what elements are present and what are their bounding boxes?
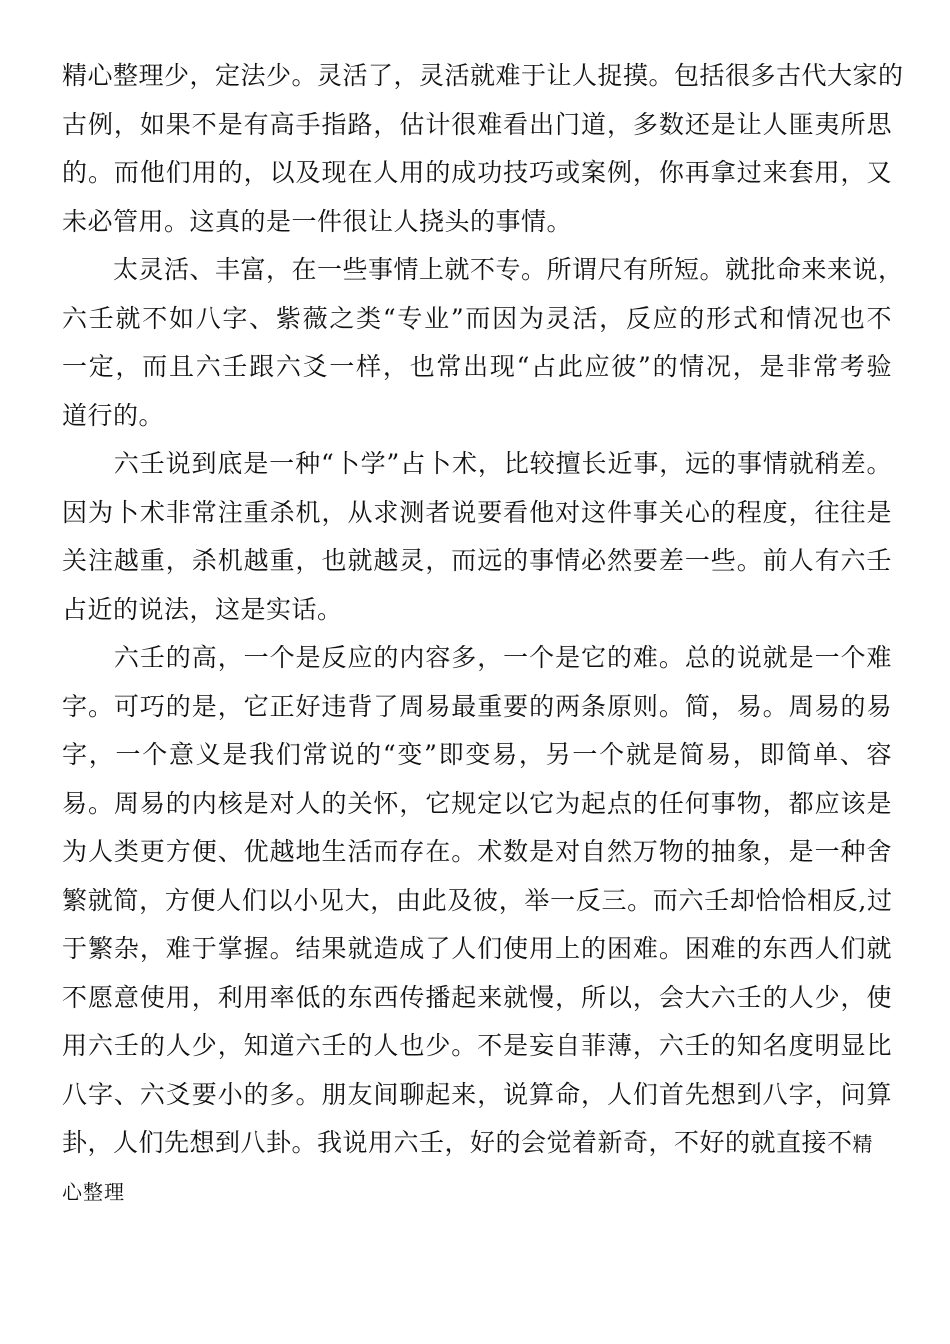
text-line: 古例，如果不是有高手指路，估计很难看出门道，多数还是让人匪夷所思	[62, 109, 892, 139]
text-line: 六壬就不如八字、紫薇之类“专业”而因为灵活，反应的形式和情况也不	[62, 303, 892, 333]
text-line: 未必管用。这真的是一件很让人挠头的事情。	[62, 206, 573, 236]
footer-watermark: 心整理	[62, 1179, 125, 1204]
watermark-fragment: 精	[852, 1132, 874, 1156]
text-line: 六壬说到底是一种“卜学”占卜术，比较擅长近事，远的事情就稍差。	[62, 449, 892, 478]
text-line: 于繁杂，难于掌握。结果就造成了人们使用上的困难。困难的东西人们就	[62, 934, 892, 963]
document-page	[62, 52, 904, 1216]
paragraph-3	[62, 440, 892, 634]
text-line: 用六壬的人少，知道六壬的人也少。不是妄自菲薄，六壬的知名度明显比	[62, 1031, 892, 1060]
text-line: 精心整理少，定法少。灵活了，灵活就难于让人捉摸。包括很多古代大家的	[62, 61, 904, 90]
text-line: 占近的说法，这是实话。	[62, 594, 343, 624]
text-line: 字，一个意义是我们常说的“变”即变易，另一个就是简易，即简单、容	[62, 740, 892, 769]
paragraph-2	[62, 246, 904, 440]
text-line-main: 卦，人们先想到八卦。我说用六壬，好的会觉着新奇，不好的就直接不	[62, 1128, 853, 1157]
text-line: 八字、六爻要小的多。朋友间聊起来，说算命，人们首先想到八字，问算	[62, 1079, 892, 1109]
text-line: 不愿意使用，利用率低的东西传播起来就慢，所以，会大六壬的人少，使	[62, 982, 892, 1012]
text-line: 繁就简，方便人们以小见大，由此及彼，举一反三。而六壬却恰恰相反,过	[62, 885, 892, 915]
text-line: 为人类更方便、优越地生活而存在。术数是对自然万物的抽象，是一种舍	[62, 837, 892, 866]
text-line: 易。周易的内核是对人的关怀，它规定以它为起点的任何事物，都应该是	[62, 788, 892, 818]
paragraph-1	[62, 52, 904, 246]
text-line: 一定，而且六壬跟六爻一样，也常出现“占此应彼”的情况，是非常考验	[62, 352, 892, 381]
text-line: 因为卜术非常注重杀机，从求测者说要看他对这件事关心的程度，往往是	[62, 497, 892, 527]
text-line: 关注越重，杀机越重，也就越灵，而远的事情必然要差一些。前人有六壬	[62, 546, 892, 575]
text-line: 道行的。	[62, 400, 165, 430]
text-line	[62, 1119, 892, 1168]
paragraph-4	[62, 634, 892, 1168]
text-line: 的。而他们用的，以及现在人用的成功技巧或案例，你再拿过来套用，又	[62, 158, 892, 187]
text-line: 太灵活、丰富，在一些事情上就不专。所谓尺有所短。就批命来来说，	[62, 255, 904, 284]
text-line: 六壬的高，一个是反应的内容多，一个是它的难。总的说就是一个难	[62, 643, 892, 672]
text-line: 字。可巧的是，它正好违背了周易最重要的两条原则。简，易。周易的易	[62, 691, 892, 721]
